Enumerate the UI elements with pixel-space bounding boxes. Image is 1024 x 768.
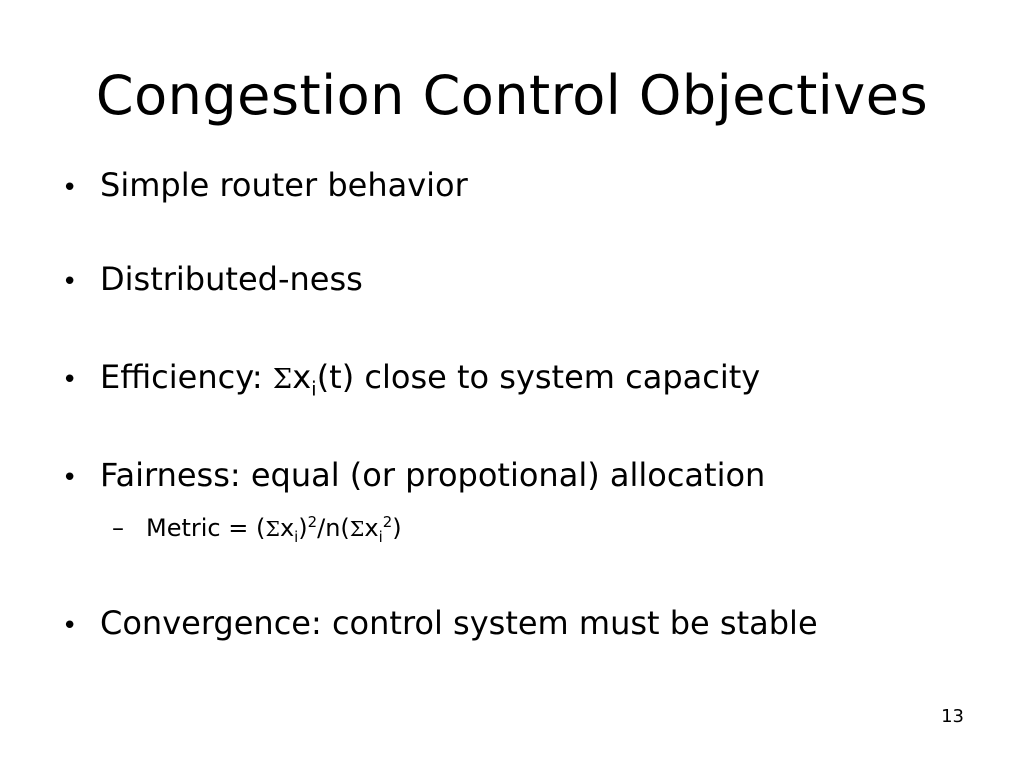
metric-divider: /n(	[317, 514, 350, 542]
bullet-point-icon: •	[62, 267, 78, 297]
metric-close-paren: )	[298, 514, 308, 542]
bullet-text-suffix: (t) close to system capacity	[316, 358, 761, 396]
slide-title: Congestion Control Objectives	[95, 64, 929, 127]
metric-prefix: Metric = (	[146, 514, 266, 542]
bullet-text: Fairness: equal (or propotional) allocation	[100, 456, 766, 494]
variable-x: x	[292, 358, 312, 396]
bullet-point-icon: •	[62, 463, 78, 493]
bullet-item	[62, 165, 468, 208]
bullet-text-prefix: Efficiency:	[100, 358, 273, 396]
bullet-point-icon: •	[62, 611, 78, 641]
page-number: 13	[941, 706, 964, 727]
metric-suffix: )	[392, 514, 402, 542]
bullet-item	[62, 603, 818, 646]
subscript-i: i	[378, 527, 383, 546]
bullet-item	[62, 357, 760, 400]
subscript-i: i	[311, 377, 317, 401]
bullet-text: Distributed-ness	[100, 260, 363, 298]
bullet-item	[62, 259, 363, 302]
sigma-symbol: Σ	[272, 363, 293, 395]
superscript-2: 2	[382, 513, 393, 531]
sigma-symbol: Σ	[349, 517, 365, 541]
bullet-text: Convergence: control system must be stable	[100, 604, 818, 642]
bullet-point-icon: •	[62, 173, 78, 203]
bullet-item	[62, 455, 765, 498]
sub-bullet-item	[112, 512, 402, 545]
variable-x: x	[279, 514, 295, 542]
bullet-text: Simple router behavior	[100, 166, 468, 204]
sub-bullet-dash-icon: –	[112, 514, 124, 542]
bullet-point-icon: •	[62, 365, 78, 395]
variable-x: x	[364, 514, 379, 542]
sigma-symbol: Σ	[265, 517, 280, 541]
subscript-i: i	[294, 527, 299, 546]
superscript-2: 2	[307, 513, 318, 531]
